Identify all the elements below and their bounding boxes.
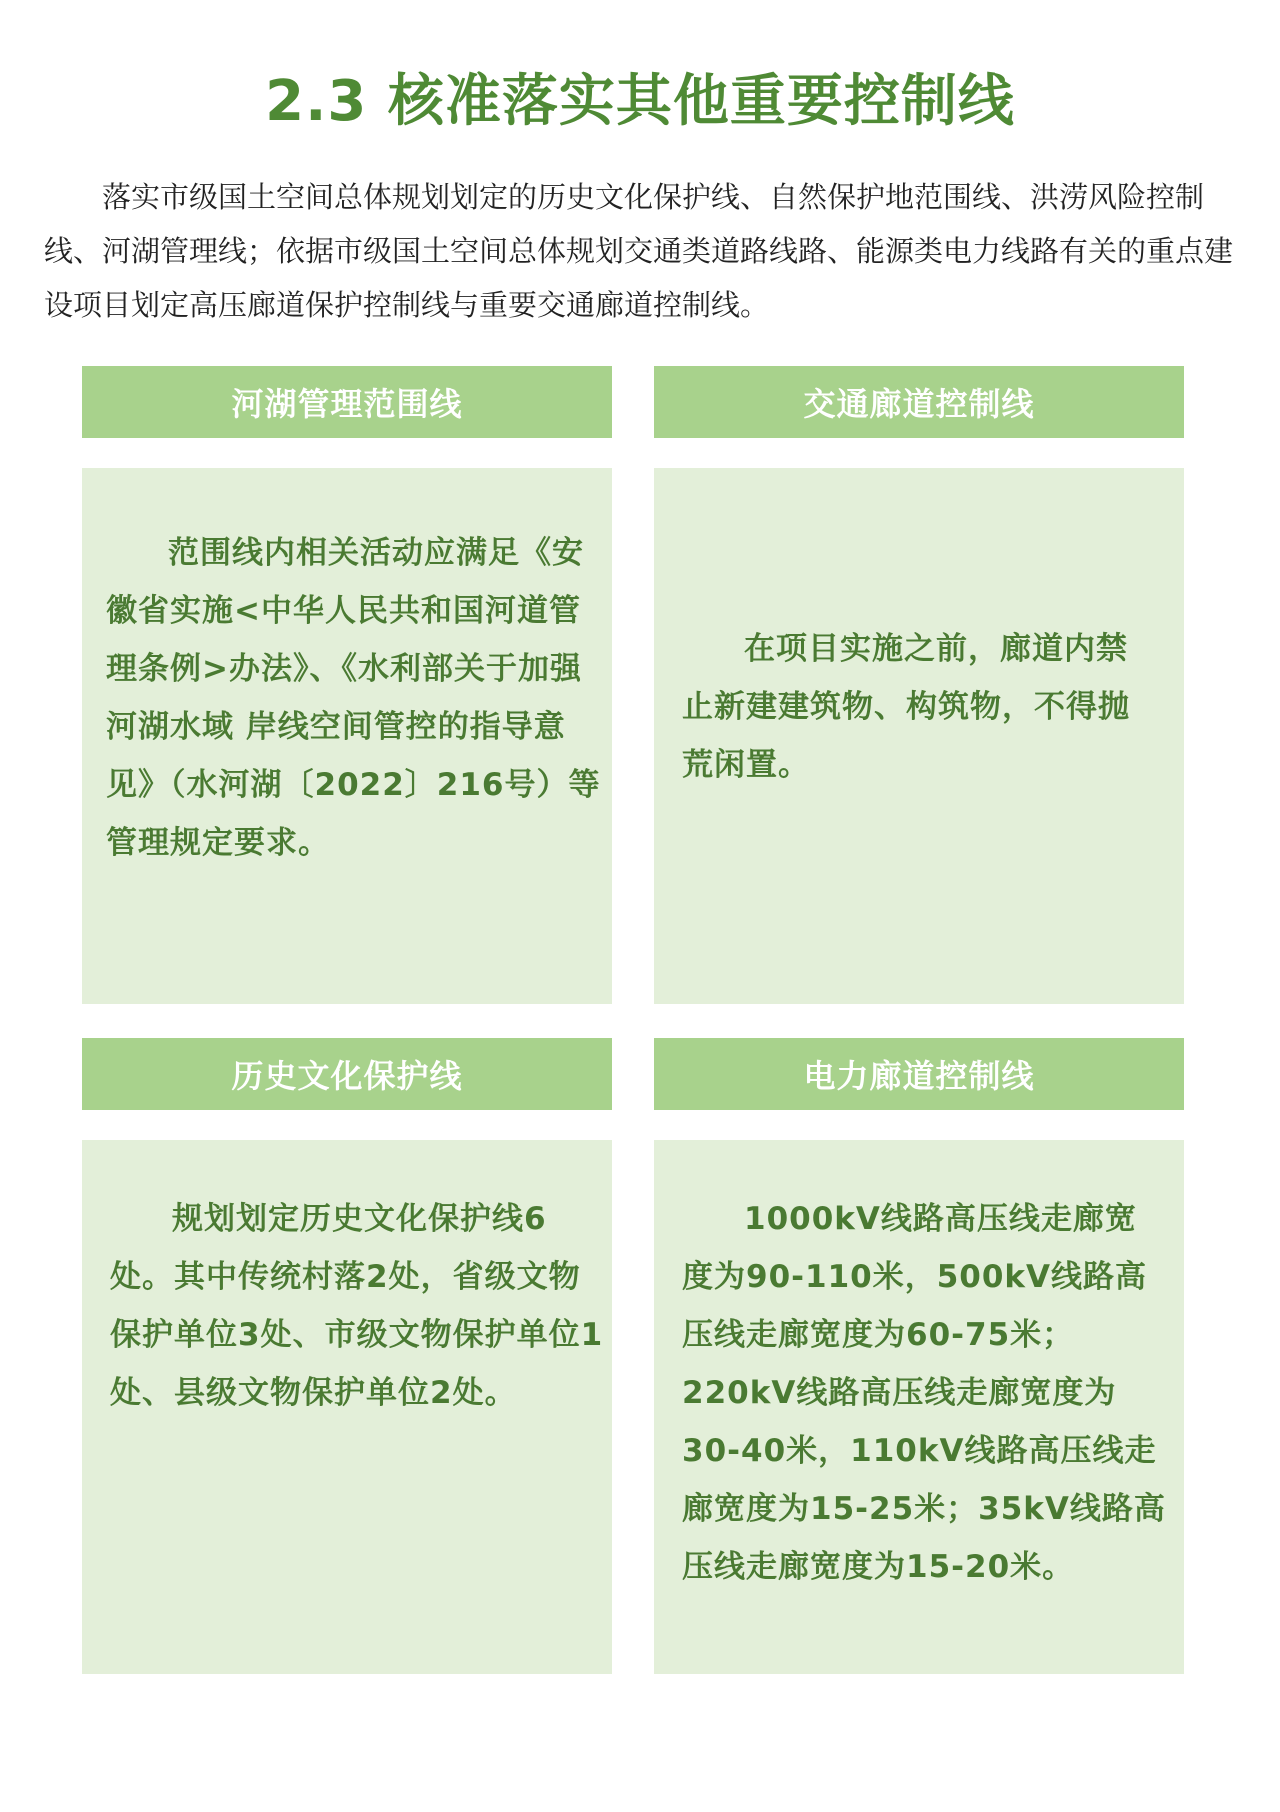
card-text-power-corridor: 1000kV线路高压线走廊宽度为90-110米，500kV线路高压线走廊宽度为60-75米；220kV线路高压线走廊宽度为30-40米，110kV线路高压线走廊宽度为15-25米；35kV线路高压线走廊宽度为15-20米。 xyxy=(682,1201,1166,1585)
page-title: 2.3 核准落实其他重要控制线 xyxy=(265,69,1015,134)
card-text-traffic-corridor: 在项目实施之前，廊道内禁止新建建筑物、构筑物，不得抛荒闲置。 xyxy=(682,631,1130,783)
card-body-heritage xyxy=(82,1140,612,1674)
card-header-power-corridor: 电力廊道控制线 xyxy=(654,1038,1184,1110)
card-body-traffic-corridor xyxy=(654,468,1184,1004)
card-body-river-lake xyxy=(82,468,612,1004)
card-header-heritage: 历史文化保护线 xyxy=(82,1038,612,1110)
card-header-river-lake: 河湖管理范围线 xyxy=(82,366,612,438)
card-header-traffic-corridor: 交通廊道控制线 xyxy=(654,366,1184,438)
card-body-power-corridor xyxy=(654,1140,1184,1674)
card-text-river-lake: 范围线内相关活动应满足《安徽省实施<中华人民共和国河道管理条例>办法》、《水利部关于加强河湖水域 岸线空间管控的指导意见》（水河湖〔2022〕216号）等管理规定要求。 xyxy=(106,535,601,861)
card-text-heritage: 规划划定历史文化保护线6处。其中传统村落2处，省级文物保护单位3处、市级文物保护单位1处、县级文物保护单位2处。 xyxy=(110,1201,604,1411)
intro-paragraph: 落实市级国土空间总体规划划定的历史文化保护线、自然保护地范围线、洪涝风险控制线、河湖管理线；依据市级国土空间总体规划交通类道路线路、能源类电力线路有关的重点建设项目划定高压廊道保护控制线与重要交通廊道控制线。 xyxy=(44,180,1234,322)
